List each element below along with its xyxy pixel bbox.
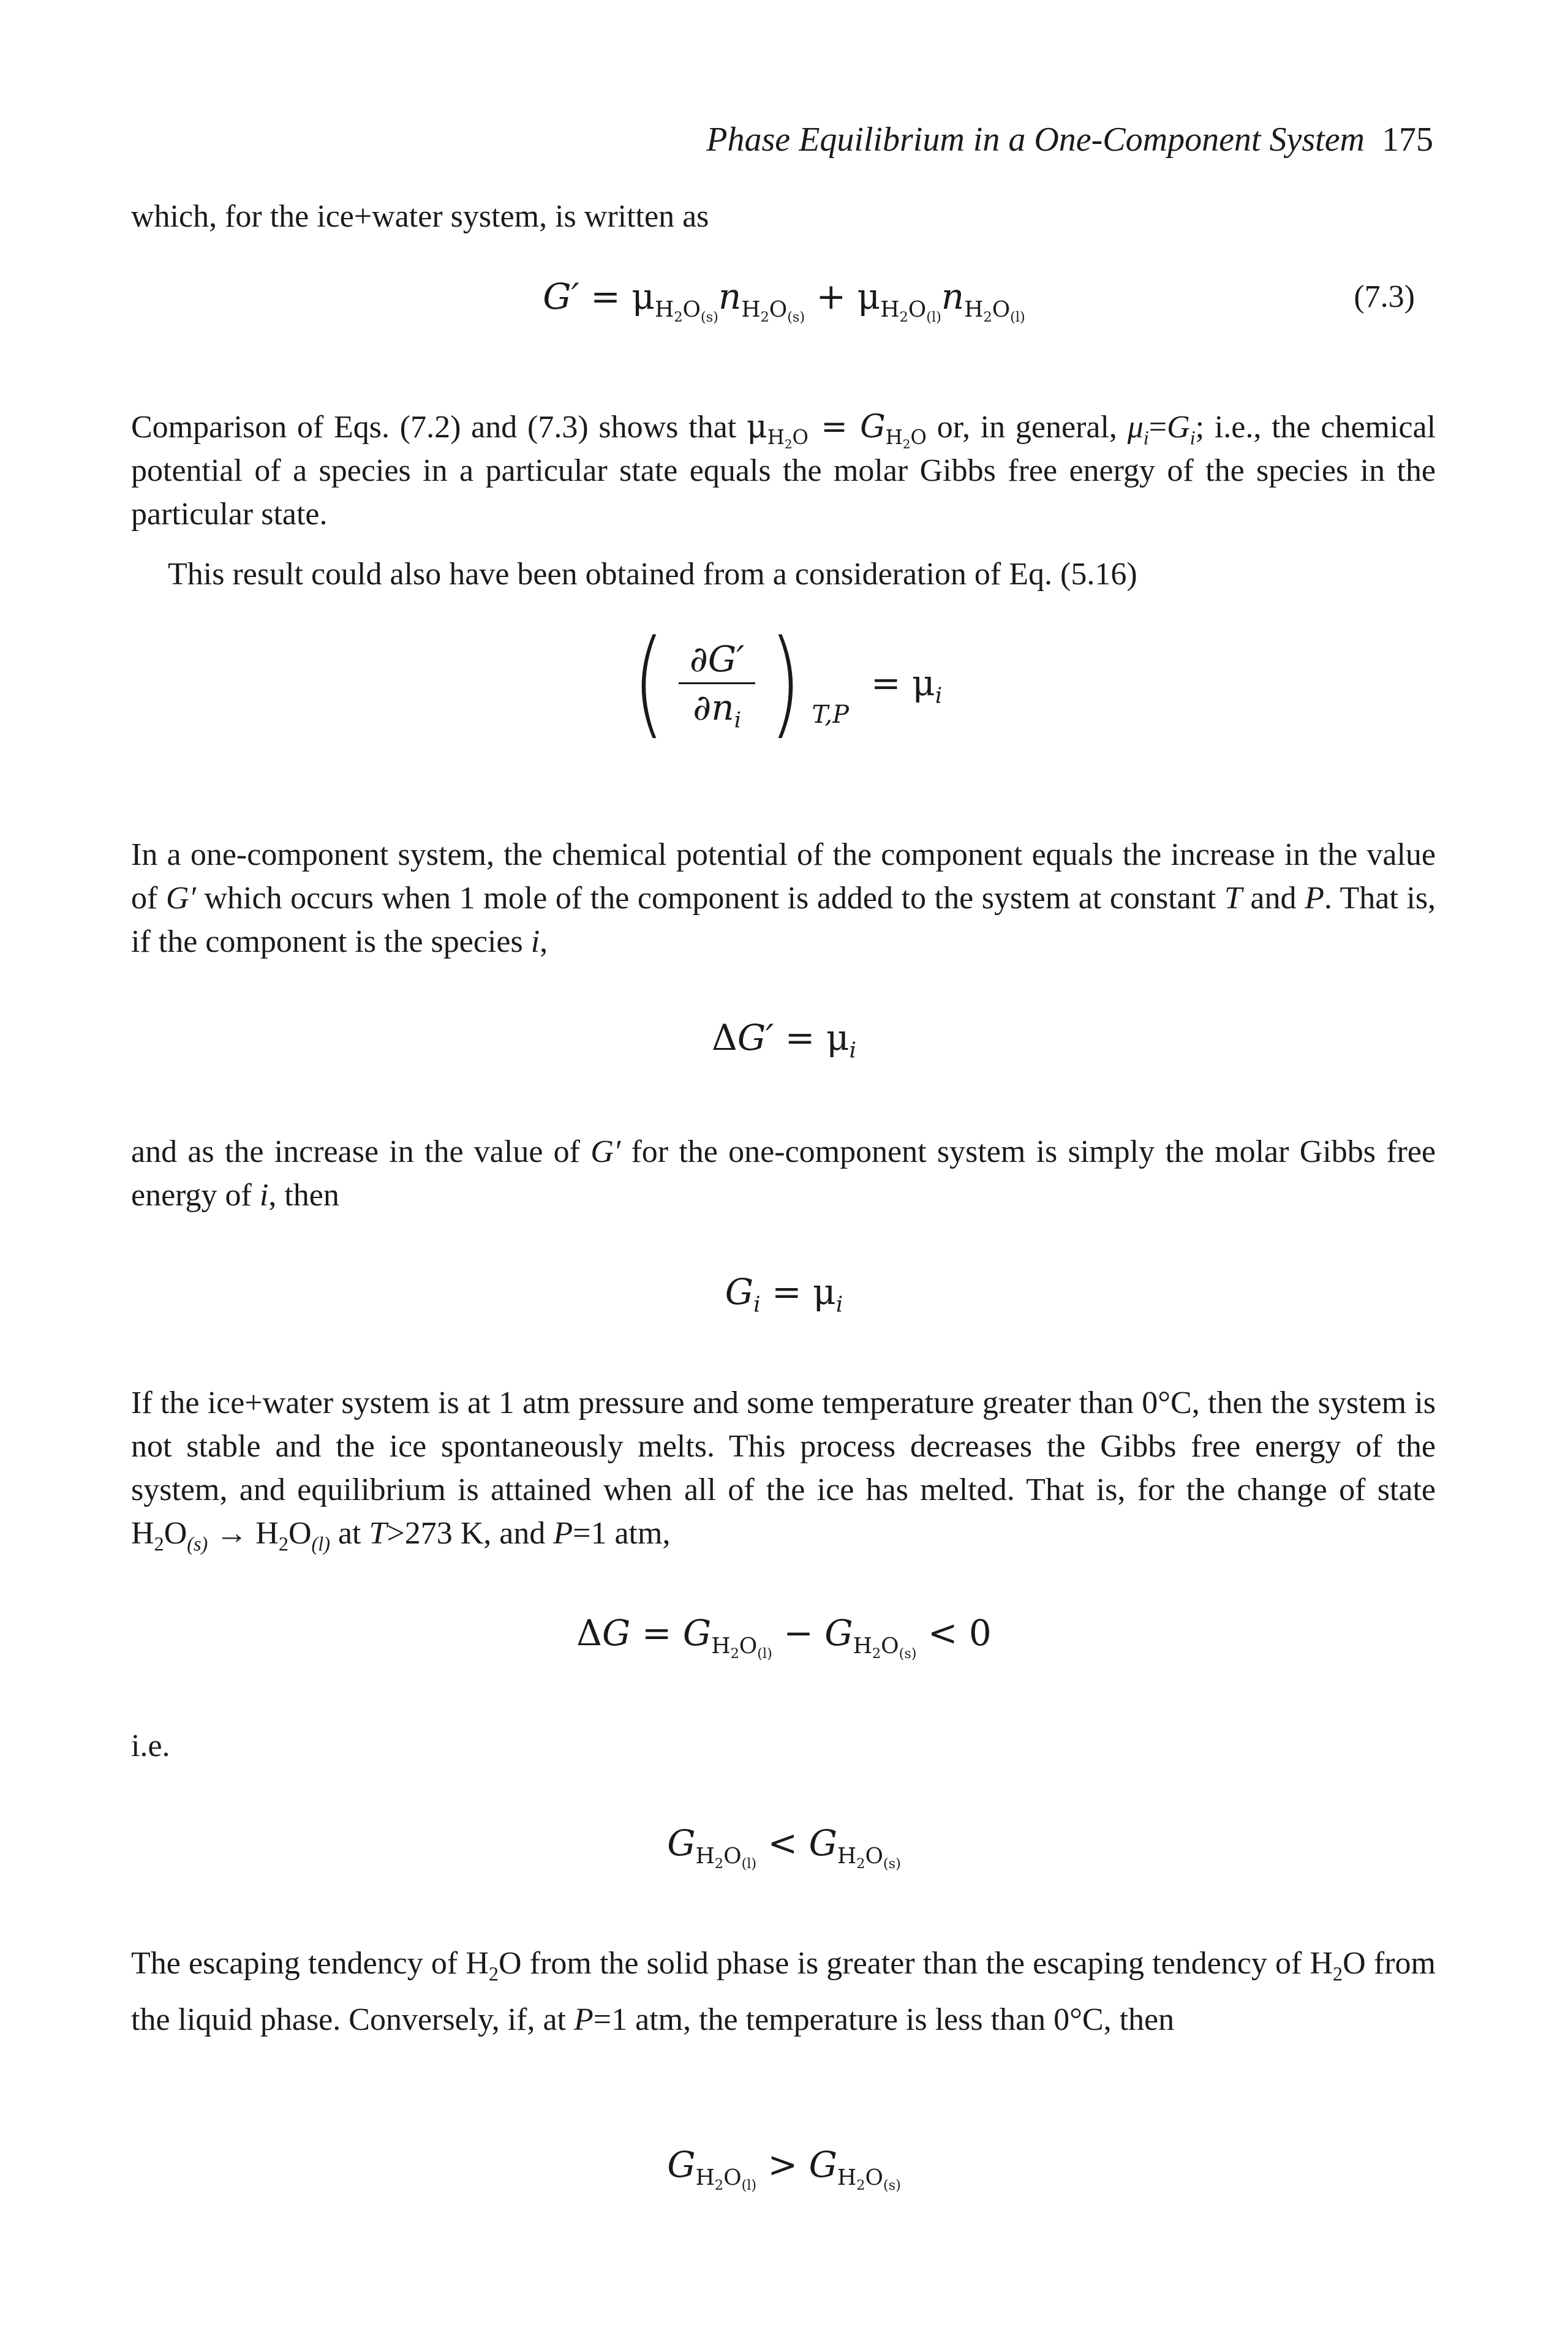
paragraph-eq-5-16: This result could also have been obtained from a consideration of Eq. (5.16) xyxy=(168,557,1137,592)
paragraph-ie: i.e. xyxy=(131,1728,170,1763)
paragraph-increase: and as the increase in the value of G′ for the one-component system is simply the molar Gibbs free energy of i, then xyxy=(131,1134,1436,1213)
equation-7-3: $G' = \mu_{H_2O_{(s)}}n_{H_2O_{(s)}} + \mu_{H_2O_{(l)}}n_{H_2O_{(l)}}$ xyxy=(543,276,1025,325)
inline-equation-mu-equals-g: $\mu_{H_2O} = G_{H_2O}$ xyxy=(746,409,927,452)
equation-delta-g-negative: $\Delta G = G_{H_2O_{(l)}} - G_{H_2O_{(s)}} < 0$ xyxy=(576,1612,992,1662)
equation-delta-g-prime: $\Delta G' = \mu_i$ xyxy=(711,1017,857,1063)
equation-g-liquid-greater: $G_{H_2O_{(l)}} > G_{H_2O_{(s)}}$ xyxy=(667,2144,901,2193)
header-title: Phase Equilibrium in a One-Component System xyxy=(706,121,1365,159)
paragraph-comparison: Comparison of Eqs. (7.2) and (7.3) shows that $\mu_{H_2O} = G_{H_2O}$ or, in general, $\mu_i=G_i$; i.e., the chemical potential of a species in a particular state equals the molar Gibbs free energy of the species in the particular state. xyxy=(131,409,1436,532)
page-number: 175 xyxy=(1382,121,1433,159)
paragraph-melting: If the ice+water system is at 1 atm pressure and some temperature greater than 0°C, then the system is not stable and the ice spontaneously melts. This process decreases the Gibbs free energy of the system, and equilibrium is attained when all of the ice has melted. That is, for the change of state $H_2O_{(s)} \to H_2O_{(l)}$ at T>273 K, and P=1 atm, xyxy=(131,1385,1436,1555)
equation-number: (7.3) xyxy=(1354,279,1415,314)
paragraph-intro: which, for the ice+water system, is written as xyxy=(131,199,709,234)
paragraph-one-component: In a one-component system, the chemical potential of the component equals the increase in the value of G′ which occurs when 1 mole of the component is added to the system at constant T and P. That is, if the component is the species i, xyxy=(131,837,1436,959)
equation-g-liquid-less: $G_{H_2O_{(l)}} < G_{H_2O_{(s)}}$ xyxy=(667,1822,901,1872)
equation-gi-equals-mui: $G_i = \mu_i$ xyxy=(725,1271,843,1317)
running-header xyxy=(706,120,1433,159)
paragraph-escaping-tendency: The escaping tendency of $H_2O$ from the solid phase is greater than the escaping tendency of $H_2O$ from the liquid phase. Conversely, if, at P=1 atm, the temperature is less than 0°C, then xyxy=(131,1946,1436,2037)
equation-partial-derivative: ( $\frac{\partial G'}{\partial n_i}$ ) T,P = $\mu_i$ xyxy=(632,615,943,750)
